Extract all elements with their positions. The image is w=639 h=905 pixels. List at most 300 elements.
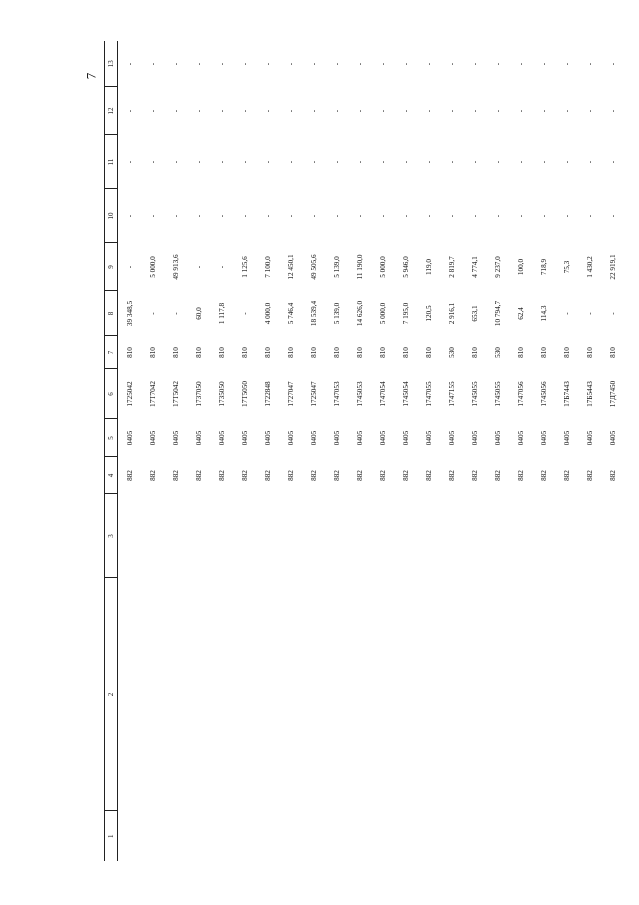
table-cell-col-4: 882 (470, 470, 479, 481)
table-cell-col-2 (279, 578, 302, 811)
table-cell-col-13: - (401, 62, 410, 66)
table-cell-col-4: 882 (286, 470, 295, 481)
table-cell-col-13: - (424, 62, 433, 66)
table-cell-col-12: - (240, 109, 249, 113)
table-cell-col-3 (371, 494, 394, 578)
table-cell-col-6: 17Т5042 (171, 381, 180, 407)
table-cell-col-10: - (378, 214, 387, 218)
table-cell-col-7: 530 (447, 347, 456, 358)
table-cell-col-2 (141, 578, 164, 811)
table-cell-col-2 (302, 578, 325, 811)
table-cell-col-1 (440, 811, 463, 861)
column-header-4: 4 (105, 457, 118, 494)
table-cell-col-12: - (470, 109, 479, 113)
table-cell-col-1 (417, 811, 440, 861)
table-cell-col-4: 882 (562, 470, 571, 481)
table-cell-col-9: 1 430,2 (585, 256, 594, 278)
table-row (578, 41, 601, 861)
table-cell-col-1 (578, 811, 601, 861)
table-cell-col-8: 5 746,4 (286, 302, 295, 325)
column-header-6: 6 (105, 369, 118, 419)
table-cell-col-4: 882 (171, 470, 180, 481)
table-cell-col-4: 882 (493, 470, 502, 481)
table-cell-col-12: - (148, 109, 157, 113)
table-cell-col-7: 810 (585, 347, 594, 358)
table-cell-col-3 (509, 494, 532, 578)
table-cell-col-1 (394, 811, 417, 861)
table-cell-col-12: - (401, 109, 410, 113)
table-cell-col-3 (555, 494, 578, 578)
table-cell-col-4: 882 (378, 470, 387, 481)
table-cell-col-11: - (562, 160, 571, 164)
table-cell-col-3 (233, 494, 256, 578)
table-cell-col-7: 810 (194, 347, 203, 358)
table-cell-col-6: 1747053 (332, 381, 341, 407)
table-cell-col-10: - (493, 214, 502, 218)
table-row (417, 41, 440, 861)
table-cell-col-9: 9 237,0 (493, 256, 502, 278)
table-cell-col-13: - (240, 62, 249, 66)
table-cell-col-13: - (194, 62, 203, 66)
table-cell-col-10: - (217, 214, 226, 218)
table-cell-col-7: 810 (263, 347, 272, 358)
table-cell-col-13: - (286, 62, 295, 66)
table-cell-col-6: 17Т7042 (148, 381, 157, 407)
table-cell-col-7: 810 (562, 347, 571, 358)
table-cell-col-10: - (148, 214, 157, 218)
table-cell-col-13: - (263, 62, 272, 66)
column-header-1: 1 (105, 811, 118, 861)
table-cell-col-1 (187, 811, 210, 861)
table-cell-col-12: - (608, 109, 617, 113)
table-cell-col-6: 1745056 (539, 381, 548, 407)
table-cell-col-6: 1727047 (286, 381, 295, 407)
table-cell-col-2 (118, 578, 142, 811)
table-row (187, 41, 210, 861)
table-cell-col-4: 882 (401, 470, 410, 481)
table-cell-col-9: 119,0 (424, 259, 433, 275)
table-cell-col-4: 882 (332, 470, 341, 481)
table-row (233, 41, 256, 861)
table-cell-col-12: - (562, 109, 571, 113)
table-cell-col-7: 810 (125, 347, 134, 358)
table-cell-col-8: 2 916,1 (447, 302, 456, 325)
table-cell-col-8: - (171, 312, 180, 315)
table-cell-col-5: 0405 (470, 430, 479, 446)
table-cell-col-5: 0405 (447, 430, 456, 446)
table-cell-col-6: 17Д7450 (608, 380, 617, 408)
table-cell-col-3 (463, 494, 486, 578)
table-cell-col-13: - (332, 62, 341, 66)
table-row (118, 41, 142, 861)
table-cell-col-13: - (217, 62, 226, 66)
table-cell-col-6: 1747055 (424, 381, 433, 407)
table-cell-col-5: 0405 (125, 430, 134, 446)
table-cell-col-12: - (424, 109, 433, 113)
table-cell-col-9: - (125, 265, 134, 269)
table-cell-col-3 (348, 494, 371, 578)
table-cell-col-12: - (217, 109, 226, 113)
column-header-5: 5 (105, 419, 118, 457)
table-cell-col-11: - (424, 160, 433, 164)
table-cell-col-3 (256, 494, 279, 578)
table-cell-col-1 (256, 811, 279, 861)
table-cell-col-7: 810 (470, 347, 479, 358)
table-cell-col-12: - (447, 109, 456, 113)
table-cell-col-1 (371, 811, 394, 861)
table-cell-col-3 (279, 494, 302, 578)
table-cell-col-7: 810 (424, 347, 433, 358)
table-cell-col-7: 810 (171, 347, 180, 358)
table-cell-col-10: - (539, 214, 548, 218)
table-cell-col-13: - (562, 62, 571, 66)
table-cell-col-5: 0405 (309, 430, 318, 446)
table-cell-col-9: 100,0 (516, 258, 525, 276)
table-cell-col-6: 1745054 (401, 381, 410, 407)
table-cell-col-9: 718,9 (539, 258, 548, 276)
table-cell-col-8: 18 539,4 (309, 300, 318, 327)
table-cell-col-4: 882 (355, 470, 364, 481)
table-cell-col-13: - (493, 62, 502, 66)
table-cell-col-9: 7 100,0 (263, 256, 272, 278)
table-cell-col-5: 0405 (355, 430, 364, 446)
table-cell-col-9: 5 000,0 (148, 256, 157, 278)
table-cell-col-8: 5 000,0 (378, 302, 387, 325)
table-cell-col-3 (302, 494, 325, 578)
table-cell-col-13: - (148, 62, 157, 66)
table-row (302, 41, 325, 861)
table-cell-col-4: 882 (309, 470, 318, 481)
table-cell-col-6: 1737050 (194, 381, 203, 407)
table-cell-col-11: - (332, 160, 341, 164)
table-cell-col-8: 653,1 (470, 305, 479, 322)
table-cell-col-11: - (263, 160, 272, 164)
table-cell-col-1 (164, 811, 187, 861)
table-cell-col-6: 1745053 (355, 381, 364, 407)
table-cell-col-5: 0405 (562, 430, 571, 446)
table-row (509, 41, 532, 861)
table-cell-col-10: - (332, 214, 341, 218)
table-cell-col-5: 0405 (286, 430, 295, 446)
budget-table-rotated (104, 41, 617, 861)
table-cell-col-12: - (263, 109, 272, 113)
table-cell-col-11: - (378, 160, 387, 164)
table-cell-col-2 (578, 578, 601, 811)
table-cell-col-6: 1735050 (217, 381, 226, 407)
table-row (601, 41, 624, 861)
table-cell-col-1 (118, 811, 142, 861)
table-cell-col-10: - (516, 214, 525, 218)
column-header-8: 8 (105, 291, 118, 336)
table-row (279, 41, 302, 861)
table-cell-col-11: - (516, 160, 525, 164)
table-row (555, 41, 578, 861)
table-cell-col-9: 1 125,6 (240, 256, 249, 278)
table-cell-col-5: 0405 (539, 430, 548, 446)
table-cell-col-4: 882 (516, 470, 525, 481)
table-cell-col-1 (141, 811, 164, 861)
table-cell-col-10: - (470, 214, 479, 218)
table-cell-col-13: - (539, 62, 548, 66)
table-cell-col-10: - (401, 214, 410, 218)
table-cell-col-6: 1722848 (263, 381, 272, 407)
column-header-13: 13 (105, 41, 118, 87)
table-cell-col-12: - (539, 109, 548, 113)
table-cell-col-13: - (309, 62, 318, 66)
table-cell-col-8: - (240, 312, 249, 315)
table-cell-col-2 (394, 578, 417, 811)
table-body (118, 41, 625, 861)
column-header-11: 11 (105, 135, 118, 189)
table-cell-col-6: 1747054 (378, 381, 387, 407)
table-cell-col-11: - (447, 160, 456, 164)
table-cell-col-7: 810 (286, 347, 295, 358)
table-cell-col-3 (118, 494, 142, 578)
table-cell-col-3 (578, 494, 601, 578)
table-cell-col-1 (509, 811, 532, 861)
table-cell-col-5: 0405 (332, 430, 341, 446)
table-cell-col-10: - (240, 214, 249, 218)
table-cell-col-5: 0405 (516, 430, 525, 446)
table-cell-col-11: - (401, 160, 410, 164)
table-cell-col-8: 4 000,0 (263, 302, 272, 325)
table-cell-col-2 (463, 578, 486, 811)
table-cell-col-5: 0405 (148, 430, 157, 446)
table-cell-col-5: 0405 (263, 430, 272, 446)
table-cell-col-7: 810 (309, 347, 318, 358)
table-row (440, 41, 463, 861)
table-cell-col-11: - (194, 160, 203, 164)
table-row (325, 41, 348, 861)
table-cell-col-5: 0405 (171, 430, 180, 446)
table-cell-col-9: 49 913,6 (171, 254, 180, 280)
table-cell-col-1 (210, 811, 233, 861)
table-cell-col-11: - (171, 160, 180, 164)
table-cell-col-5: 0405 (240, 430, 249, 446)
table-cell-col-6: 1747056 (516, 381, 525, 407)
table-cell-col-10: - (263, 214, 272, 218)
table-cell-col-13: - (516, 62, 525, 66)
table-cell-col-1 (233, 811, 256, 861)
table-cell-col-10: - (447, 214, 456, 218)
table-cell-col-12: - (493, 109, 502, 113)
table-cell-col-9: 2 819,7 (447, 256, 456, 278)
table-cell-col-5: 0405 (378, 430, 387, 446)
table-cell-col-4: 882 (194, 470, 203, 481)
table-cell-col-9: 5 139,0 (332, 256, 341, 278)
table-cell-col-2 (325, 578, 348, 811)
table-cell-col-6: 17Б5443 (585, 381, 594, 407)
table-cell-col-12: - (332, 109, 341, 113)
table-cell-col-13: - (171, 62, 180, 66)
table-cell-col-11: - (148, 160, 157, 164)
table-cell-col-4: 882 (424, 470, 433, 481)
table-cell-col-6: 1745055 (470, 381, 479, 407)
table-cell-col-3 (440, 494, 463, 578)
table-cell-col-12: - (286, 109, 295, 113)
table-row (141, 41, 164, 861)
table-cell-col-10: - (171, 214, 180, 218)
table-cell-col-2 (486, 578, 509, 811)
table-cell-col-9: 5 000,0 (378, 256, 387, 278)
table-cell-col-2 (256, 578, 279, 811)
table-cell-col-8: - (585, 312, 594, 315)
table-cell-col-1 (463, 811, 486, 861)
table-cell-col-7: 810 (516, 347, 525, 358)
table-cell-col-6: 17Б7443 (562, 381, 571, 407)
table-cell-col-6: 1745055 (493, 381, 502, 407)
table-cell-col-9: 49 505,6 (309, 254, 318, 280)
table-cell-col-2 (371, 578, 394, 811)
table-cell-col-9: - (217, 265, 226, 269)
column-header-7: 7 (105, 336, 118, 369)
table-cell-col-6: 17Т5050 (240, 381, 249, 407)
budget-table (104, 41, 624, 861)
table-cell-col-2 (348, 578, 371, 811)
table-cell-col-11: - (355, 160, 364, 164)
table-cell-col-3 (210, 494, 233, 578)
table-cell-col-10: - (608, 214, 617, 218)
table-cell-col-11: - (309, 160, 318, 164)
table-cell-col-8: 14 626,0 (355, 300, 364, 327)
table-cell-col-2 (187, 578, 210, 811)
table-cell-col-12: - (171, 109, 180, 113)
table-cell-col-3 (601, 494, 624, 578)
table-cell-col-1 (279, 811, 302, 861)
table-cell-col-4: 882 (240, 470, 249, 481)
table-cell-col-9: 11 190,0 (355, 254, 364, 280)
column-header-9: 9 (105, 243, 118, 291)
table-cell-col-9: 4 774,1 (470, 256, 479, 278)
table-cell-col-10: - (585, 214, 594, 218)
table-row (348, 41, 371, 861)
table-cell-col-2 (555, 578, 578, 811)
table-cell-col-8: 114,3 (539, 305, 548, 322)
table-cell-col-2 (440, 578, 463, 811)
table-cell-col-8: - (148, 312, 157, 315)
table-cell-col-4: 882 (585, 470, 594, 481)
table-cell-col-4: 882 (539, 470, 548, 481)
table-cell-col-5: 0405 (217, 430, 226, 446)
table-cell-col-1 (555, 811, 578, 861)
table-cell-col-11: - (539, 160, 548, 164)
table-cell-col-3 (486, 494, 509, 578)
column-header-2: 2 (105, 578, 118, 811)
table-cell-col-2 (509, 578, 532, 811)
table-row (463, 41, 486, 861)
table-cell-col-1 (348, 811, 371, 861)
table-cell-col-10: - (125, 214, 134, 218)
table-cell-col-6: 1725042 (125, 381, 134, 407)
table-cell-col-10: - (562, 214, 571, 218)
table-cell-col-12: - (309, 109, 318, 113)
table-cell-col-11: - (286, 160, 295, 164)
table-cell-col-8: 5 139,0 (332, 302, 341, 325)
table-cell-col-9: 5 946,0 (401, 256, 410, 278)
table-cell-col-7: 810 (217, 347, 226, 358)
table-cell-col-7: 810 (401, 347, 410, 358)
table-cell-col-3 (394, 494, 417, 578)
table-cell-col-10: - (286, 214, 295, 218)
table-cell-col-2 (164, 578, 187, 811)
table-cell-col-3 (325, 494, 348, 578)
table-cell-col-8: - (562, 312, 571, 315)
table-cell-col-3 (532, 494, 555, 578)
table-cell-col-2 (210, 578, 233, 811)
table-cell-col-7: 810 (539, 347, 548, 358)
table-cell-col-13: - (608, 62, 617, 66)
table-cell-col-1 (532, 811, 555, 861)
table-cell-col-9: - (194, 265, 203, 269)
table-cell-col-8: 120,5 (424, 305, 433, 322)
table-cell-col-4: 882 (217, 470, 226, 481)
table-cell-col-12: - (194, 109, 203, 113)
table-row (164, 41, 187, 861)
column-header-3: 3 (105, 494, 118, 578)
table-row (210, 41, 233, 861)
table-cell-col-7: 810 (355, 347, 364, 358)
table-cell-col-11: - (493, 160, 502, 164)
column-header-12: 12 (105, 87, 118, 135)
table-cell-col-5: 0405 (585, 430, 594, 446)
table-row (394, 41, 417, 861)
table-cell-col-5: 0405 (608, 430, 617, 446)
table-cell-col-7: 810 (240, 347, 249, 358)
table-cell-col-1 (325, 811, 348, 861)
page-number: 7 (83, 72, 99, 80)
table-cell-col-10: - (424, 214, 433, 218)
table-cell-col-11: - (608, 160, 617, 164)
table-cell-col-7: 810 (148, 347, 157, 358)
table-cell-col-4: 882 (263, 470, 272, 481)
table-cell-col-13: - (470, 62, 479, 66)
table-cell-col-7: 810 (332, 347, 341, 358)
table-cell-col-8: 1 117,8 (217, 302, 226, 325)
table-cell-col-9: 22 919,1 (608, 254, 617, 280)
table-row (371, 41, 394, 861)
table-cell-col-7: 810 (378, 347, 387, 358)
table-row (486, 41, 509, 861)
table-cell-col-11: - (585, 160, 594, 164)
table-cell-col-12: - (125, 109, 134, 113)
table-cell-col-5: 0405 (424, 430, 433, 446)
table-cell-col-3 (187, 494, 210, 578)
table-cell-col-8: 10 794,7 (493, 300, 502, 327)
table-cell-col-3 (164, 494, 187, 578)
table-cell-col-4: 882 (447, 470, 456, 481)
header-row (105, 41, 118, 861)
table-cell-col-3 (417, 494, 440, 578)
table-cell-col-10: - (309, 214, 318, 218)
table-cell-col-13: - (355, 62, 364, 66)
table-cell-col-11: - (217, 160, 226, 164)
table-cell-col-4: 882 (148, 470, 157, 481)
table-cell-col-3 (141, 494, 164, 578)
table-cell-col-9: 12 450,1 (286, 254, 295, 280)
table-cell-col-13: - (125, 62, 134, 66)
table-cell-col-8: 60,0 (194, 307, 203, 320)
table-cell-col-4: 882 (608, 470, 617, 481)
table-cell-col-2 (601, 578, 624, 811)
table-cell-col-5: 0405 (401, 430, 410, 446)
table-row (532, 41, 555, 861)
table-cell-col-7: 810 (608, 347, 617, 358)
table-row (256, 41, 279, 861)
table-cell-col-2 (417, 578, 440, 811)
table-cell-col-8: - (608, 312, 617, 315)
table-cell-col-1 (601, 811, 624, 861)
table-cell-col-7: 530 (493, 347, 502, 358)
